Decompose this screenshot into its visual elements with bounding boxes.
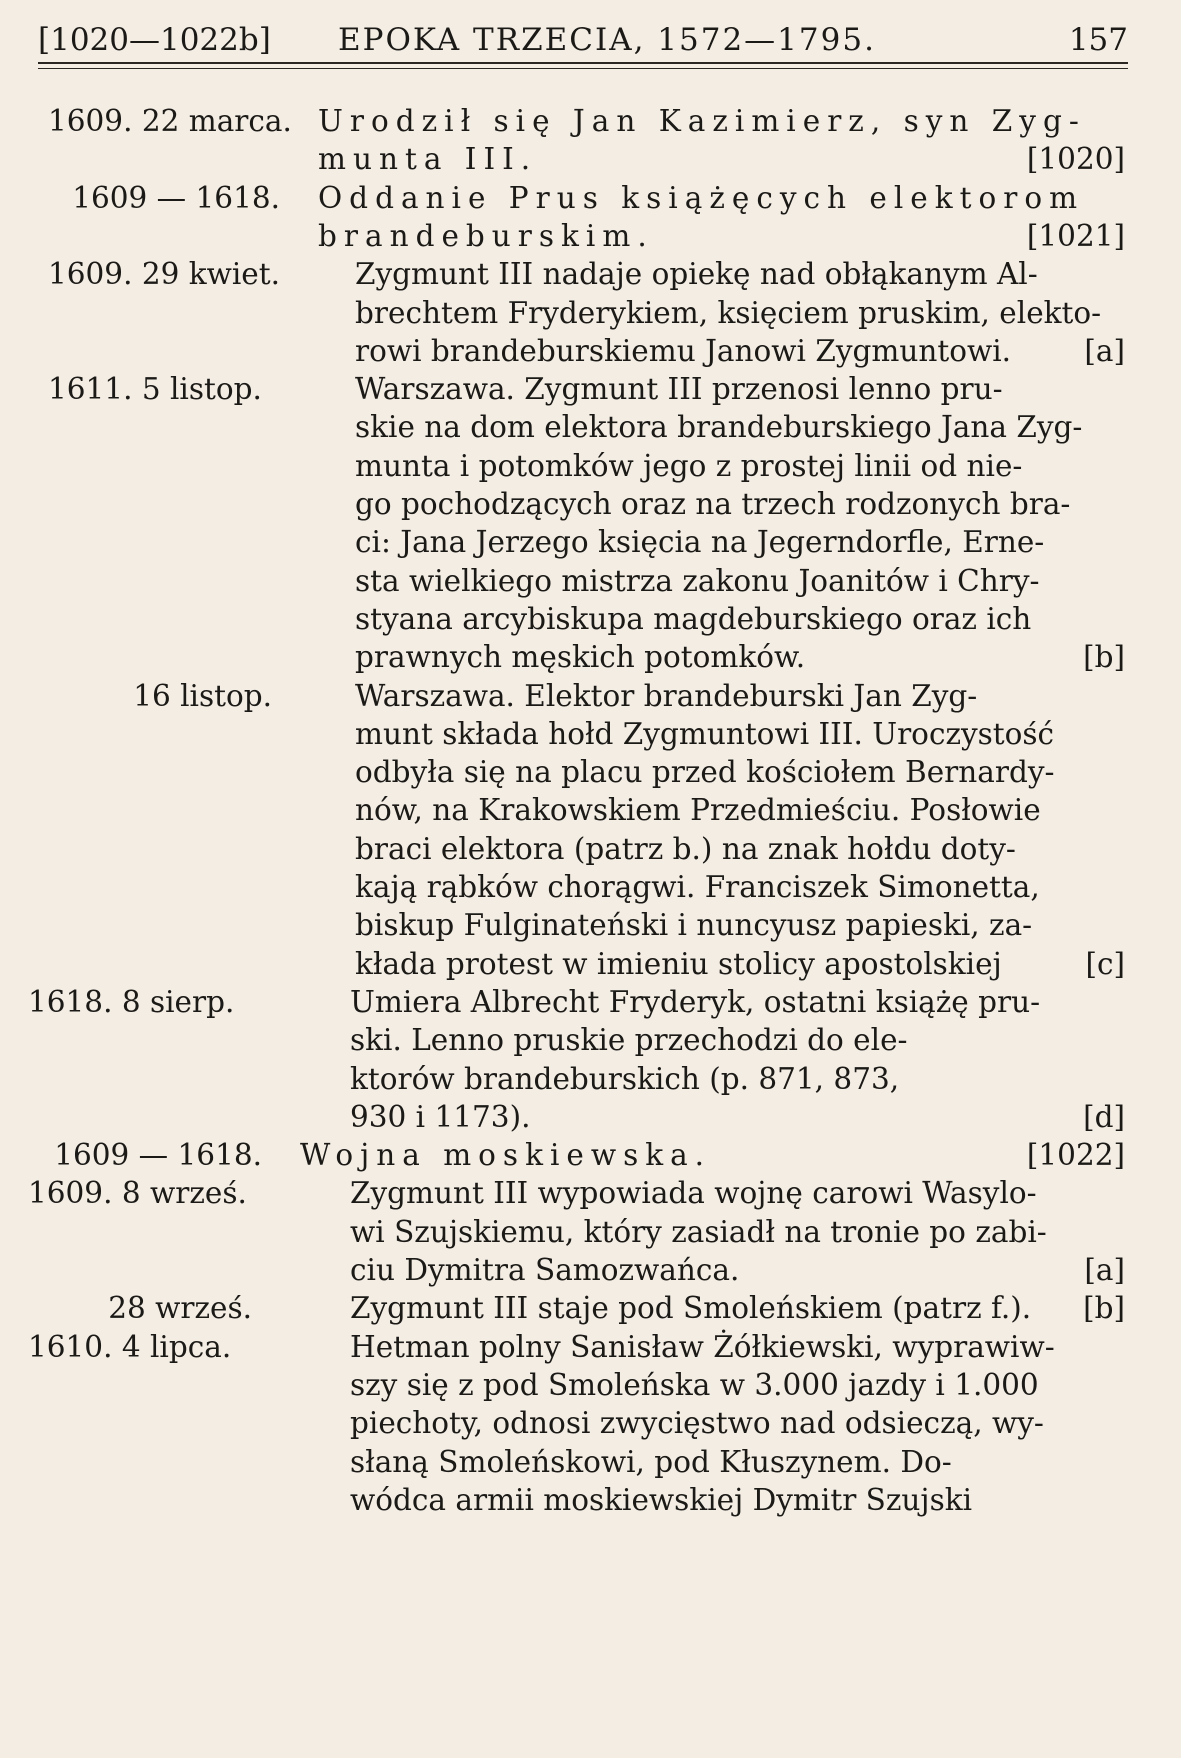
entry-text: piechoty, odnosi zwycięstwo nad odsieczą, wy- [350,1406,1044,1441]
entry-text: Umiera Albrecht Fryderyk, ostatni książę pru- [350,984,1041,1019]
entry-line [350,1213,1125,1251]
entry-text: sta wielkiego mistrza zakonu Joanitów i Chry- [355,563,1040,598]
entry-text: Warszawa. Elektor brandeburski Jan Zyg- [355,678,978,713]
entry-text: słaną Smoleńskowi, pod Kłuszynem. Do- [350,1444,952,1479]
entry-text: nów, na Krakowskiem Przedmieściu. Posłowie [355,793,1041,828]
entry-line [355,753,1125,791]
entry-text: kają rąbków chorągwi. Franciszek Simonetta, [355,870,1040,904]
entry-text: Oddanie Prus książęcych elektorom [318,180,1085,215]
entry-line [355,485,1125,523]
entry-line [355,600,1125,638]
entry-reference: [a] [1084,1253,1125,1287]
header-range: [1020—1022b] [38,22,271,58]
entry-line [350,1328,1125,1366]
entry-text: biskup Fulginateński i nuncyusz papieski, za- [355,908,1033,943]
entry-text: Zygmunt III staje pod Smoleńskiem (patrz f.). [350,1291,1032,1326]
entry-text: Warszawa. Zygmunt III przenosi lenno pru- [355,372,1003,407]
entry-line [350,983,1125,1021]
entry-line [355,868,1125,906]
running-header [38,16,1128,64]
entry-line [355,255,1125,293]
entry-line [318,217,1125,255]
entry-date: 1610. 4 lipca. [28,1329,232,1364]
entry-reference: [d] [1083,1099,1125,1134]
entry-text: szy się z pod Smoleńska w 3.000 jazdy i 1.000 [350,1367,1039,1402]
entry-reference: [c] [1085,946,1125,981]
page-number: 157 [1068,22,1128,58]
entry-line [350,1174,1125,1212]
entry-line [355,562,1125,600]
entry-text: go pochodzących oraz na trzech rodzonych bra- [355,487,1071,521]
entry-line [350,1251,1125,1289]
entry-date: 1609. 29 kwiet. [48,257,280,292]
entry-date: 1609 — 1618. [72,180,280,215]
entry-line [355,408,1125,446]
entry-line [355,677,1125,715]
entry-reference: [1022] [1026,1138,1125,1173]
entry-text: brandeburskim. [318,218,654,253]
entry-line [300,1136,1125,1174]
entry-line [355,523,1125,561]
entry-line [355,370,1125,408]
entry-text: munt składa hołd Zygmuntowi III. Uroczystość [355,716,1055,751]
entry-text: ciu Dymitra Samozwańca. [350,1253,740,1287]
entry-text: Zygmunt III nadaje opiekę nad obłąkanym Al- [355,257,1038,292]
entry-line [350,1289,1125,1327]
entry-text: rowi brandeburskiemu Janowi Zygmuntowi. [355,333,1012,368]
entry-text: Hetman polny Sanisław Żółkiewski, wyprawiw- [350,1329,1055,1364]
header-title: EPOKA TRZECIA, 1572—1795. [338,22,876,58]
entry-text: ktorów brandeburskich (p. 871, 873, [350,1061,900,1096]
entry-text: skie na dom elektora brandeburskiego Jana Zyg- [355,410,1083,445]
entry-line [350,1443,1125,1481]
entry-date: 28 wrześ. [108,1291,252,1326]
entry-line [355,447,1125,485]
entry-line [350,1060,1125,1098]
entry-line [350,1481,1125,1519]
entry-date: 1618. 8 sierp. [28,984,235,1019]
entry-text: Zygmunt III wypowiada wojnę carowi Wasylo- [350,1176,1037,1211]
entry-text: ski. Lenno pruskie przechodzi do ele- [350,1023,908,1058]
entry-line [355,332,1125,370]
entry-line [350,1021,1125,1059]
entry-text: Wojna moskiewska. [300,1138,712,1173]
entry-date: 1611. 5 listop. [48,372,262,407]
entry-line [355,906,1125,944]
entry-text: munta i potomków jego z prostej linii od nie- [355,448,1023,483]
entry-date: 1609 — 1618. [54,1138,262,1173]
entry-text: prawnych męskich potomków. [355,640,806,675]
entry-text: ci: Jana Jerzego księcia na Jegerndorfle, Erne- [355,525,1045,560]
entry-text: braci elektora (patrz b.) na znak hołdu doty- [355,831,1016,866]
entry-text: munta III. [318,142,538,177]
entry-reference: [1021] [1026,218,1125,253]
header-rule [38,62,1128,64]
entry-text: wódca armii moskiewskiej Dymitr Szujski [350,1482,973,1517]
entry-line [355,830,1125,868]
entry-text: brechtem Fryderykiem, księciem pruskim, elekto- [355,295,1102,330]
entry-line [350,1366,1125,1404]
entry-text: 930 i 1173). [350,1099,531,1134]
entry-reference: [b] [1083,1291,1125,1326]
entry-text: Urodził się Jan Kazimierz, syn Zyg- [318,104,1086,138]
entry-reference: [1020] [1026,142,1125,177]
entry-line [350,1404,1125,1442]
entry-line [355,791,1125,829]
entry-line [318,179,1125,217]
entry-line [318,140,1125,178]
entry-line [355,294,1125,332]
entry-line [355,945,1125,983]
entry-line [355,715,1125,753]
entry-line [355,638,1125,676]
header-rule-thin [38,68,1128,69]
entry-date: 16 listop. [133,678,272,713]
entry-line [350,1098,1125,1136]
entry-line [318,102,1125,140]
entry-text: kłada protest w imieniu stolicy apostolskiej [355,946,1002,981]
entry-reference: [b] [1083,640,1125,675]
entry-date: 1609. 8 wrześ. [28,1176,247,1211]
entry-text: styana arcybiskupa magdeburskiego oraz ich [355,601,1032,636]
entry-reference: [a] [1084,333,1125,368]
entry-date: 1609. 22 marca. [48,104,292,138]
entry-text: odbyła się na placu przed kościołem Bernardy- [355,755,1055,790]
entry-text: wi Szujskiemu, który zasiadł na tronie po zabi- [350,1214,1047,1249]
